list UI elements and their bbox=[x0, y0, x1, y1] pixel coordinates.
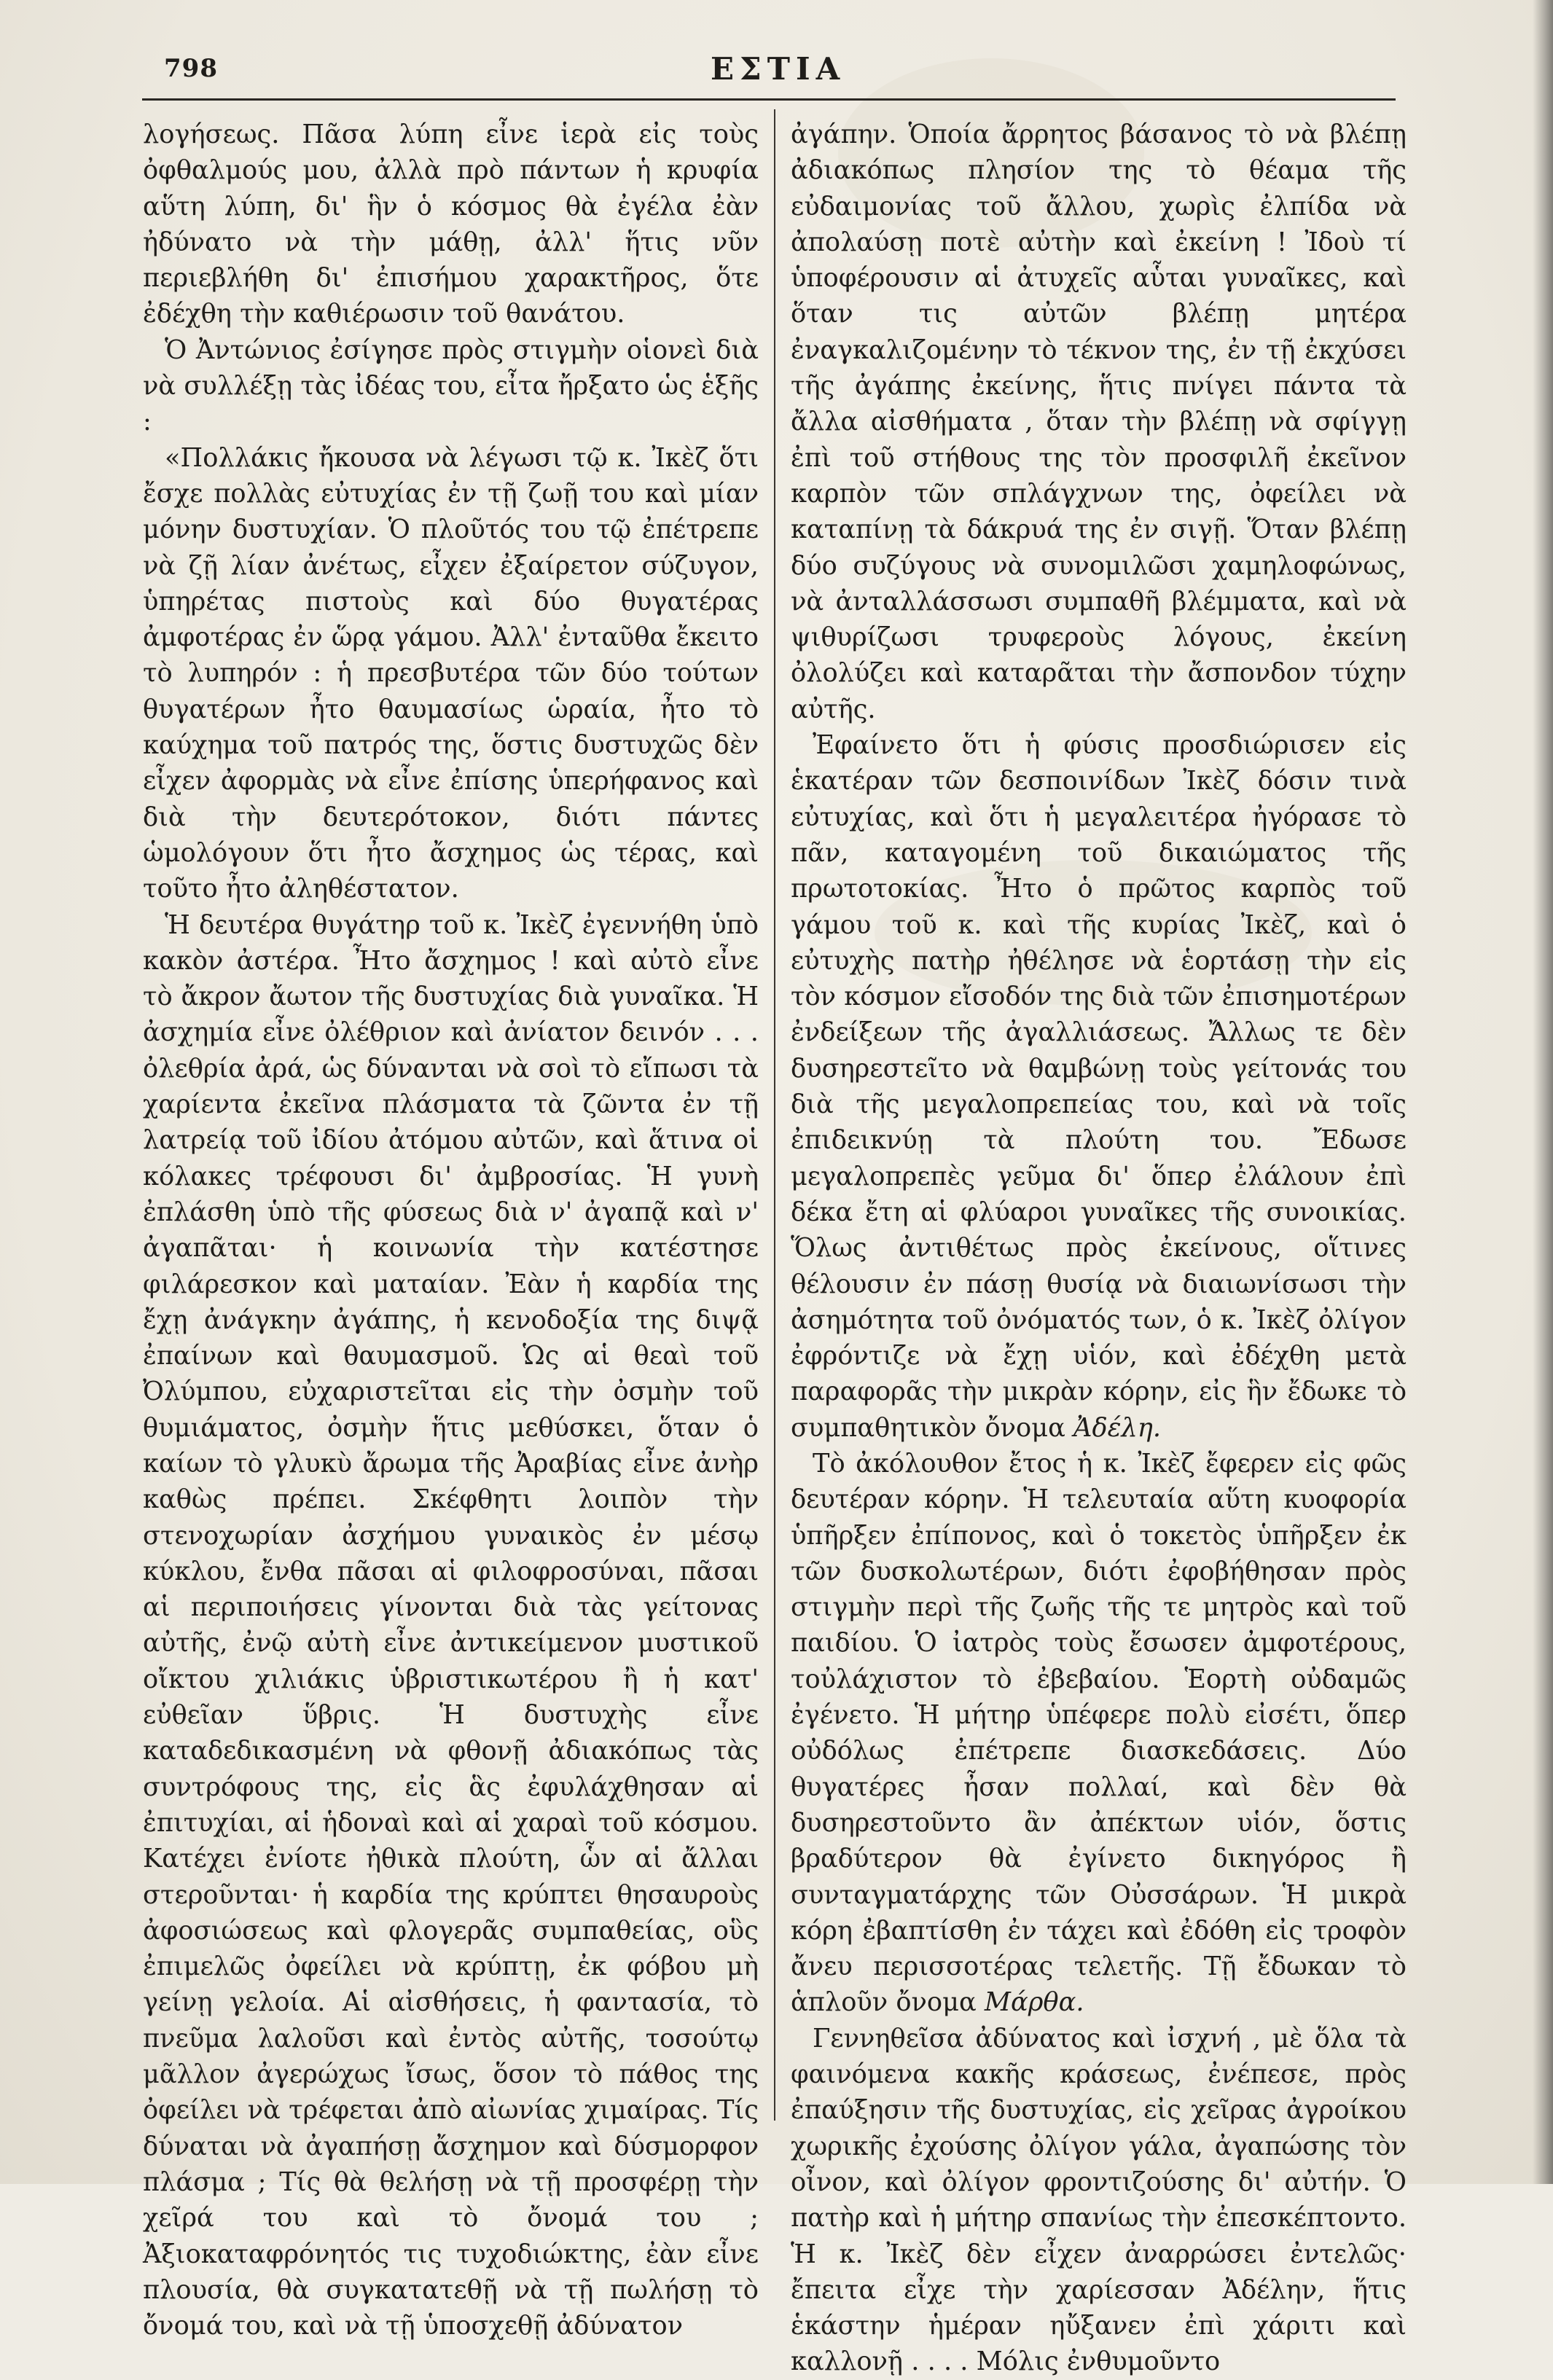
paragraph: «Πολλάκις ἤκουσα νὰ λέγωσι τῷ κ. Ἰκὲζ ὅτι ἔσχε πολλὰς εὐτυχίας ἐν τῇ ζωῇ του καὶ μίαν μόνην δυστυχίαν. Ὁ πλοῦτός του τῷ ἐπέτρεπε νὰ ζῇ λίαν ἀνέτως, εἶχεν ἐξαίρετον σύζυγον, ὑπηρέτας πιστοὺς καὶ δύο θυγατέρας ἀμφοτέρας ἐν ὥρᾳ γάμου. Ἀλλ' ἐνταῦθα ἔκειτο τὸ λυπηρόν : ἡ πρεσβυτέρα τῶν δύο τούτων θυγατέρων ἦτο θαυμασίως ὡραία, ἦτο τὸ καύχημα τοῦ πατρός της, ὅστις δυστυχῶς δὲν εἶχεν ἀφορμὰς νὰ εἶνε ἐπίσης ὑπερήφανος καὶ διὰ τὴν δευτερότοκον, διότι πάντες ὡμολόγουν ὅτι ἦτο ἄσχημος ὡς τέρας, καὶ τοῦτο ἦτο ἀληθέστατον. bbox=[143, 442, 759, 904]
paragraph bbox=[791, 727, 1407, 1446]
header-rule bbox=[142, 98, 1396, 101]
paragraph: Ὁ Ἀντώνιος ἐσίγησε πρὸς στιγμὴν οἱονεὶ διὰ νὰ συλλέξῃ τὰς ἰδέας του, εἶτα ἤρξατο ὡς ἑξῆς : bbox=[143, 334, 759, 437]
paragraph: ἀγάπην. Ὁποία ἄρρητος βάσανος τὸ νὰ βλέπῃ ἀδιακόπως πλησίον της τὸ θέαμα τῆς εὐδαιμονίας τοῦ ἄλλου, χωρὶς ἐλπίδα νὰ ἀπολαύσῃ ποτὲ αὐτὴν καὶ ἐκείνη ! Ἰδοὺ τί ὑποφέρουσιν αἱ ἀτυχεῖς αὗται γυναῖκες, καὶ ὅταν τις αὐτῶν βλέπῃ μητέρα ἐναγκαλιζομένην τὸ τέκνον της, ἐν τῇ ἐκχύσει τῆς ἀγάπης ἐκείνης, ἥτις πνίγει πάντα τὰ ἄλλα αἰσθήματα , ὅταν τὴν βλέπῃ νὰ σφίγγῃ ἐπὶ τοῦ στήθους της τὸν προσφιλῆ ἐκεῖνον καρπὸν τῶν σπλάγχνων της, ὀφείλει νὰ καταπίνῃ τὰ δάκρυά της ἐν σιγῇ. Ὅταν βλέπῃ δύο συζύγους νὰ συνομιλῶσι χαμηλοφώνως, νὰ ἀνταλλάσσωσι συμπαθῆ βλέμματα, καὶ νὰ ψιθυρίζωσι τρυφεροὺς λόγους, ἐκείνη ὀλολύζει καὶ καταρᾶται τὴν ἄσπονδον τύχην αὐτῆς. bbox=[791, 120, 1407, 724]
binding-shadow bbox=[1533, 0, 1553, 2184]
paragraph: Γεννηθεῖσα ἀδύνατος καὶ ἰσχνή , μὲ ὅλα τὰ φαινόμενα κακῆς κράσεως, ἐνέπεσε, πρὸς ἐπαύξησιν τῆς δυστυχίας, εἰς χεῖρας ἀγροίκου χωρικῆς ἐχούσης ὀλίγον γάλα, ἀγαπώσης τὸν οἶνον, καὶ ὀλίγον φροντιζούσης δι' αὐτήν. Ὁ πατὴρ καὶ ἡ μήτηρ σπανίως τὴν ἐπεσκέπτοντο. Ἡ κ. Ἰκὲζ δὲν εἶχεν ἀναρρώσει ἐντελῶς· ἔπειτα εἶχε τὴν χαρίεσσαν Ἀδέλην, ἥτις ἑκάστην ἡμέραν ηὔξανεν ἐπὶ χάριτι καὶ καλλονῇ . . . . Μόλις ἐνθυμοῦντο bbox=[791, 2023, 1407, 2377]
paragraph: λογήσεως. Πᾶσα λύπη εἶνε ἱερὰ εἰς τοὺς ὀφθαλμούς μου, ἀλλὰ πρὸ πάντων ἡ κρυφία αὕτη λύπη, δι' ἣν ὁ κόσμος θὰ ἐγέλα ἐὰν ἠδύνατο νὰ τὴν μάθῃ, ἀλλ' ἥτις νῦν περιεβλήθη δι' ἐπισήμου χαρακτῆρος, ὅτε ἐδέχθη τὴν καθιέρωσιν τοῦ θανάτου. bbox=[143, 120, 759, 329]
page-number: 798 bbox=[164, 54, 218, 83]
paragraph-text: Ἐφαίνετο ὅτι ἡ φύσις προσδιώρισεν εἰς ἑκατέραν τῶν δεσποινίδων Ἰκὲζ δόσιν τινὰ εὐτυχίας, καὶ ὅτι ἡ μεγαλειτέρα ἠγόρασε τὸ πᾶν, καταγομένη τοῦ δικαιώματος τῆς πρωτοτοκίας. Ἦτο ὁ πρῶτος καρπὸς τοῦ γάμου τοῦ κ. καὶ τῆς κυρίας Ἰκὲζ, καὶ ὁ εὐτυχὴς πατὴρ ἠθέλησε νὰ ἑορτάσῃ τὴν εἰς τὸν κόσμον εἴσοδόν της διὰ τῶν ἐπισημοτέρων ἐνδείξεων τῆς ἀγαλλιάσεως. Ἄλλως τε δὲν δυσηρεστεῖτο νὰ θαμβώνῃ τοὺς γείτονάς του διὰ τῆς μεγαλοπρεπείας του, καὶ νὰ τοῖς ἐπιδεικνύῃ τὰ πλούτη του. Ἔδωσε μεγαλοπρεπὲς γεῦμα δι' ὅπερ ἐλάλουν ἐπὶ δέκα ἔτη αἱ φλύαροι γυναῖκες τῆς συνοικίας. Ὅλως ἀντιθέτως πρὸς ἐκείνους, οἵτινες θέλουσιν ἐν πάσῃ θυσίᾳ νὰ διαιωνίσωσι τὴν ἀσημότητα τοῦ ὀνόματός των, ὁ κ. Ἰκὲζ ὀλίγον ἐφρόντιζε νὰ ἔχῃ υἱόν, καὶ ἐδέχθη μετὰ παραφορᾶς τὴν μικρὰν κόρην, εἰς ἣν ἔδωκε τὸ συμπαθητικὸν ὄνομα bbox=[791, 730, 1407, 1443]
right-column bbox=[791, 117, 1407, 2380]
name-martha: Μάρθα. bbox=[984, 1987, 1084, 2018]
name-adele: Ἀδέλη. bbox=[1073, 1412, 1162, 1443]
paragraph bbox=[791, 1446, 1407, 2021]
journal-title: ΕΣΤΙΑ bbox=[711, 51, 846, 87]
column-divider bbox=[774, 109, 775, 2121]
page-header bbox=[142, 51, 1396, 95]
paragraph: Ἡ δευτέρα θυγάτηρ τοῦ κ. Ἰκὲζ ἐγεννήθη ὑπὸ κακὸν ἀστέρα. Ἦτο ἄσχημος ! καὶ αὐτὸ εἶνε τὸ ἄκρον ἄωτον τῆς δυστυχίας διὰ γυναῖκα. Ἡ ἀσχημία εἶνε ὀλέθριον καὶ ἀνίατον δεινόν . . . ὀλεθρία ἀρά, ὡς δύνανται νὰ σοὶ τὸ εἴπωσι τὰ χαρίεντα ἐκεῖνα πλάσματα τὰ ζῶντα ἐν τῇ λατρείᾳ τοῦ ἰδίου ἀτόμου αὐτῶν, καὶ ἅτινα οἱ κόλακες τρέφουσι δι' ἀμβροσίας. Ἡ γυνὴ ἐπλάσθη ὑπὸ τῆς φύσεως διὰ ν' ἀγαπᾷ καὶ ν' ἀγαπᾶται· ἡ κοινωνία τὴν κατέστησε φιλάρεσκον καὶ ματαίαν. Ἐὰν ἡ καρδία της ἔχῃ ἀνάγκην ἀγάπης, ἡ κενοδοξία της διψᾷ ἐπαίνων καὶ θαυμασμοῦ. Ὡς αἱ θεαὶ τοῦ Ὀλύμπου, εὐχαριστεῖται εἰς τὴν ὀσμὴν τοῦ θυμιάματος, ὀσμὴν ἥτις μεθύσκει, ὅταν ὁ καίων τὸ γλυκὺ ἄρωμα τῆς Ἀραβίας εἶνε ἀνὴρ καθὼς πρέπει. Σκέφθητι λοιπὸν τὴν στενοχωρίαν ἀσχήμου γυναικὸς ἐν μέσῳ κύκλου, ἔνθα πᾶσαι αἱ φιλοφροσύναι, πᾶσαι αἱ περιποιήσεις γίνονται διὰ τὰς γείτονας αὐτῆς, ἐνῷ αὐτὴ εἶνε ἀντικείμενον μυστικοῦ οἴκτου χιλιάκις ὑβριστικωτέρου ἢ ἡ κατ' εὐθεῖαν ὕβρις. Ἡ δυστυχὴς εἶνε καταδεδικασμένη νὰ φθονῇ ἀδιακόπως τὰς συντρόφους της, εἰς ἃς ἐφυλάχθησαν αἱ ἐπιτυχίαι, αἱ ἡδοναὶ καὶ αἱ χαραὶ τοῦ κόσμου. Κατέχει ἐνίοτε ἠθικὰ πλούτη, ὧν αἱ ἄλλαι στεροῦνται· ἡ καρδία της κρύπτει θησαυροὺς ἀφοσιώσεως καὶ φλογερᾶς συμπαθείας, οὓς ἐπιμελῶς ὀφείλει νὰ κρύπτῃ, ἐκ φόβου μὴ γείνῃ γελοία. Αἱ αἰσθήσεις, ἡ φαντασία, τὸ πνεῦμα λαλοῦσι καὶ ἐντὸς αὐτῆς, τοσούτῳ μᾶλλον ἀγερώχως ἴσως, ὅσον τὸ πάθος της ὀφείλει νὰ τρέφεται ἀπὸ αἰωνίας χιμαίρας. Τίς δύναται νὰ ἀγαπήσῃ ἄσχημον καὶ δύσμορφον πλάσμα ; Τίς θὰ θελήσῃ νὰ τῇ προσφέρῃ τὴν χεῖρά του καὶ τὸ ὄνομά του ; Ἀξιοκαταφρόνητός τις τυχοδιώκτης, ἐὰν εἶνε πλουσία, θὰ συγκατατεθῇ νὰ τῇ πωλήσῃ τὸ ὄνομά του, καὶ νὰ τῇ ὑποσχεθῇ ἀδύνατον bbox=[143, 909, 759, 2341]
left-column bbox=[143, 117, 759, 2344]
paragraph-text: Τὸ ἀκόλουθον ἔτος ἡ κ. Ἰκὲζ ἔφερεν εἰς φῶς δευτέραν κόρην. Ἡ τελευταία αὕτη κυοφορία ὑπῆρξεν ἐπίπονος, καὶ ὁ τοκετὸς ὑπῆρξεν ἐκ τῶν δυσκολωτέρων, διότι ἐφοβήθησαν πρὸς στιγμὴν περὶ τῆς ζωῆς τῆς τε μητρὸς καὶ τοῦ παιδίου. Ὁ ἰατρὸς τοὺς ἔσωσεν ἀμφοτέρους, τοὐλάχιστον τὸ ἐβεβαίου. Ἑορτὴ οὐδαμῶς ἐγένετο. Ἡ μήτηρ ὑπέφερε πολὺ εἰσέτι, ὅπερ οὐδόλως ἐπέτρεπε διασκεδάσεις. Δύο θυγατέρες ἦσαν πολλαί, καὶ δὲν θὰ δυσηρεστοῦντο ἂν ἀπέκτων υἱόν, ὅστις βραδύτερον θὰ ἐγίνετο δικηγόρος ἢ συνταγματάρχης τῶν Οὐσσάρων. Ἡ μικρὰ κόρη ἐβαπτίσθη ἐν τάχει καὶ ἐδόθη εἰς τροφὸν ἄνευ περισσοτέρας τελετῆς. Τῇ ἔδωκαν τὸ ἁπλοῦν ὄνομα bbox=[791, 1448, 1407, 2018]
